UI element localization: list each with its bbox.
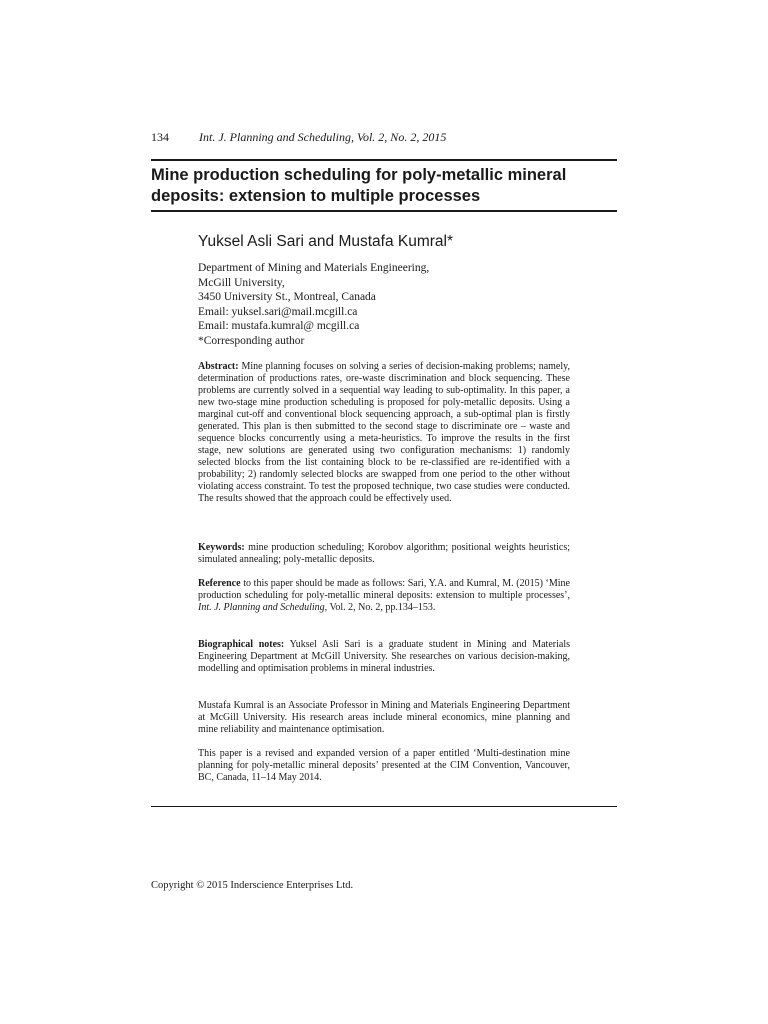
keywords-paragraph xyxy=(198,542,570,566)
affiliation-email-2: Email: mustafa.kumral@ mcgill.ca xyxy=(198,320,360,333)
title-bottom-rule xyxy=(151,210,617,212)
abstract-paragraph xyxy=(198,361,570,505)
reference-text: to this paper should be made as follows: Sari, Y.A. and Kumral, M. (2015) ‘Mine production scheduling for poly-metallic mineral deposits: extension to multiple processes’, xyxy=(198,578,570,601)
affiliation-block xyxy=(198,261,578,349)
author-names: Yuksel Asli Sari and Mustafa Kumral* xyxy=(198,233,454,250)
affiliation-email-1: Email: yuksel.sari@mail.mcgill.ca xyxy=(198,305,358,318)
title-top-rule xyxy=(151,159,617,161)
second-author-bio: Mustafa Kumral is an Associate Professor in Mining and Materials Engineering Department at McGill University. His research areas include mineral economics, mine planning and mine reliability and maintenance optimisation. xyxy=(198,700,570,735)
running-header xyxy=(151,130,621,144)
affiliation-university: McGill University, xyxy=(198,276,285,289)
corresponding-author-note: *Corresponding author xyxy=(198,334,305,347)
journal-citation: Int. J. Planning and Scheduling, Vol. 2, No. 2, 2015 xyxy=(199,130,447,144)
reference-label: Reference xyxy=(198,578,241,589)
reference-journal: Int. J. Planning and Scheduling xyxy=(198,602,325,613)
keywords-text: mine production scheduling; Korobov algorithm; positional weights heuristics; simulated annealing; poly-metallic deposits. xyxy=(198,542,571,565)
abstract-label: Abstract: xyxy=(198,361,239,372)
biographical-notes-paragraph xyxy=(198,639,570,675)
biographical-notes-text: Yuksel Asli Sari is a graduate student in Mining and Materials Engineering Department at McGill University. She researches on various decision-making, modelling and optimisation problems in mineral industries. xyxy=(198,639,570,674)
affiliation-address: 3450 University St., Montreal, Canada xyxy=(198,291,376,304)
reference-volume: , Vol. 2, No. 2, pp.134–153. xyxy=(324,602,436,613)
affiliation-department: Department of Mining and Materials Engineering, xyxy=(198,262,430,274)
reference-paragraph xyxy=(198,578,570,614)
paper-title: Mine production scheduling for poly-metallic mineral deposits: extension to multiple processes xyxy=(151,166,567,205)
keywords-label: Keywords: xyxy=(198,542,245,553)
copyright-notice: Copyright © 2015 Inderscience Enterprises Ltd. xyxy=(151,880,354,891)
abstract-text: Mine planning focuses on solving a series of decision-making problems; namely, determination of productions rates, ore-waste discrimination and block sequencing. These problems are currently solved in a sequential way leading to sub-optimality. In this paper, a new two-stage mine production scheduling is proposed for poly-metallic deposits. Using a marginal cut-off and conventional block sequencing approach, a sub-optimal plan is firstly generated. This plan is then submitted to the second stage to discriminate ore – waste and sequence blocks concurrently using a meta-heuristics. To improve the results in the first stage, new solutions are generated using two configuration mechanisms: 1) randomly selected blocks from the list containing block to be re-classified are re-identified with a probability; 2) randomly selected blocks are swapped from one period to the other without violating access constraint. To test the proposed technique, two case studies were conducted. The results showed that the approach could be effectively used. xyxy=(198,361,570,504)
revised-version-note: This paper is a revised and expanded version of a paper entitled ‘Multi-destination mine planning for poly-metallic mineral deposits’ presented at the CIM Convention, Vancouver, BC, Canada, 11–14 May 2014. xyxy=(198,748,570,783)
biographical-notes-label: Biographical notes: xyxy=(198,639,285,650)
page-number: 134 xyxy=(151,130,169,144)
front-matter-bottom-rule xyxy=(151,806,617,807)
